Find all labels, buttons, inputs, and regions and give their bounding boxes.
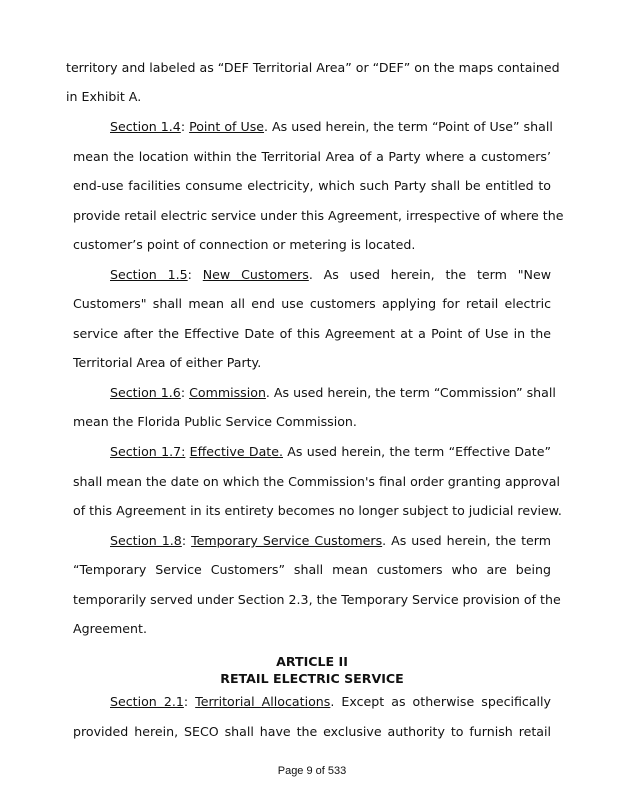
section-1-5-heading-line [110,267,551,283]
section-number: Section 1.6 [110,385,181,400]
section-title: New Customers [202,267,309,282]
paragraph-line: end-use facilities consume electricity, which such Party shall be entitled to [73,178,551,193]
article-title: RETAIL ELECTRIC SERVICE [220,671,404,686]
section-title: Commission [189,385,266,400]
section-text: . Except as otherwise specifically [330,694,552,709]
paragraph-line: temporarily served under Section 2.3, the Temporary Service provision of the [73,592,561,607]
article-number: ARTICLE II [276,654,348,669]
section-1-6-heading-line [110,385,556,401]
section-text: . As used herein, the term "New [308,267,552,282]
section-number: Section 1.5 [110,267,188,282]
separator: : [180,119,190,134]
section-text: . As used herein, the term “Commission” shall [265,385,556,400]
paragraph-line: territory and labeled as “DEF Territorial Area” or “DEF” on the maps contained [66,60,560,75]
section-2-1-heading-line [110,694,551,710]
section-number: Section 1.8 [110,533,182,548]
section-text: . As used herein, the term [382,533,552,548]
page-number-footer: Page 9 of 533 [277,765,347,777]
section-number: Section 1.4 [110,119,181,134]
paragraph-line: provide retail electric service under this Agreement, irrespective of where the [73,208,564,223]
paragraph-line: shall mean the date on which the Commission's final order granting approval [73,474,560,489]
section-text: As used herein, the term “Effective Date” [283,444,551,459]
paragraph-line: Customers" shall mean all end use customers applying for retail electric [73,296,551,311]
separator: : [180,385,190,400]
paragraph-line: “Temporary Service Customers” shall mean customers who are being [73,562,551,577]
section-1-8-heading-line [110,533,551,549]
separator: : [183,694,196,709]
paragraph-line: customer’s point of connection or metering is located. [73,237,416,252]
paragraph-line: Territorial Area of either Party. [73,355,262,370]
separator: : [181,533,192,548]
paragraph-line: mean the location within the Territorial Area of a Party where a customers’ [73,149,551,164]
section-number: Section 2.1 [110,694,184,709]
paragraph-line: Agreement. [73,621,147,636]
section-title: Temporary Service Customers [191,533,383,548]
section-1-7-heading-line [110,444,551,460]
paragraph-line: mean the Florida Public Service Commission. [73,414,357,429]
paragraph-line: provided herein, SECO shall have the exclusive authority to furnish retail [73,724,551,739]
section-number: Section 1.7: [110,444,186,459]
separator: : [187,267,203,282]
section-1-4-heading-line [110,119,551,135]
section-title: Point of Use [189,119,265,134]
section-text: . As used herein, the term “Point of Use” shall [264,119,553,134]
section-title: Territorial Allocations [195,694,331,709]
paragraph-line: in Exhibit A. [66,89,142,104]
paragraph-line: service after the Effective Date of this Agreement at a Point of Use in the [73,326,551,341]
paragraph-line: of this Agreement in its entirety becomes no longer subject to judicial review. [73,503,562,518]
section-title: Effective Date. [189,444,283,459]
